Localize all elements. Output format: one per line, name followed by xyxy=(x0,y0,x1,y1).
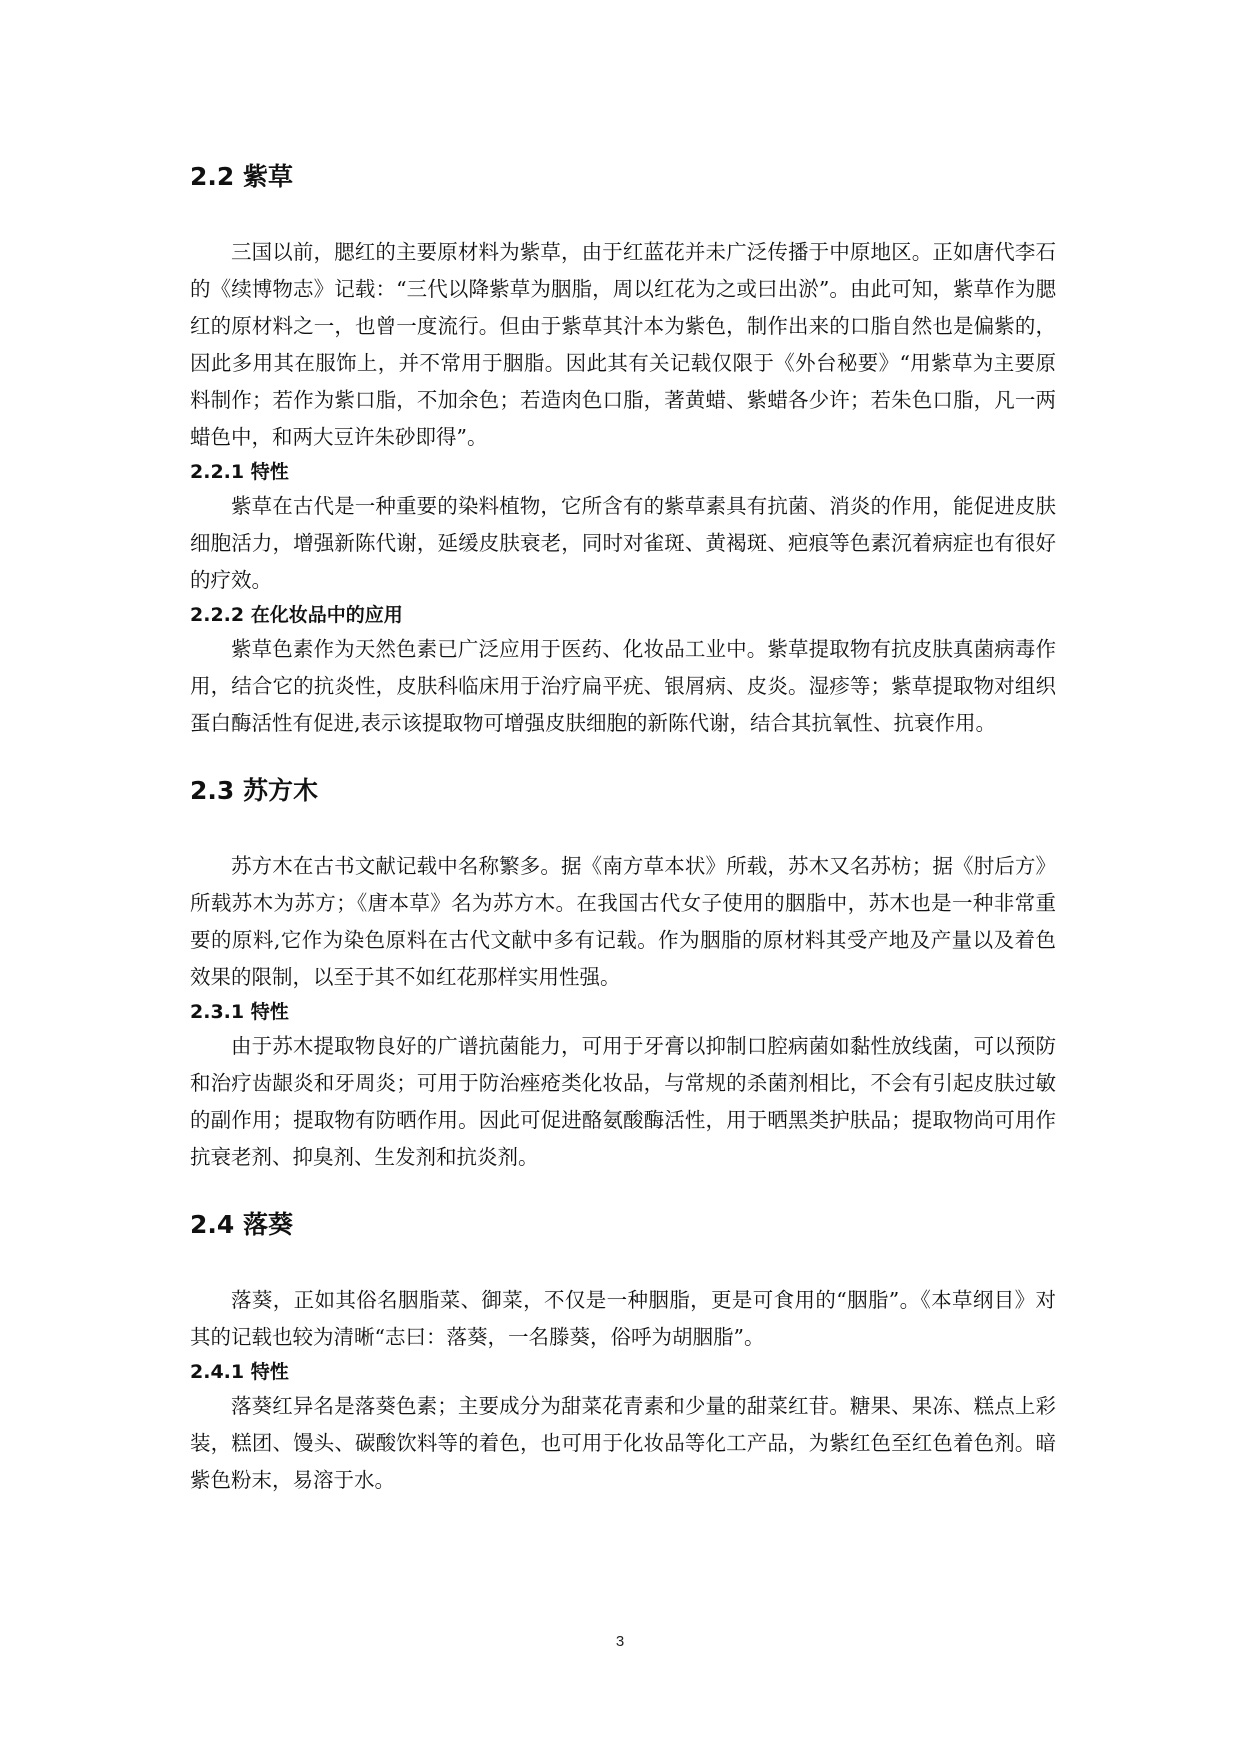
subsection-paragraph: 由于苏木提取物良好的广谱抗菌能力，可用于牙膏以抑制口腔病菌如黏性放线菌，可以预防和治疗齿龈炎和牙周炎；可用于防治痤疮类化妆品，与常规的杀菌剂相比，不会有引起皮肤过敏的副作用；提取物有防晒作用。因此可促进酪氨酸酶活性，用于晒黑类护肤品；提取物尚可用作抗衰老剂、抑臭剂、生发剂和抗炎剂。 xyxy=(190,1034,1056,1169)
section-intro-paragraph: 三国以前，腮红的主要原材料为紫草，由于红蓝花并未广泛传播于中原地区。正如唐代李石的《续博物志》记载：“三代以降紫草为胭脂，周以红花为之或曰出淤”。由此可知，紫草作为腮红的原材料之一，也曾一度流行。但由于紫草其汁本为紫色，制作出来的口脂自然也是偏紫的，因此多用其在服饰上，并不常用于胭脂。因此其有关记载仅限于《外台秘要》“用紫草为主要原料制作；若作为紫口脂，不加余色；若造肉色口脂，著黄蜡、紫蜡各少许；若朱色口脂，凡一两蜡色中，和两大豆许朱砂即得”。 xyxy=(190,240,1056,449)
subsection-paragraph: 落葵红异名是落葵色素；主要成分为甜菜花青素和少量的甜菜红苷。糖果、果冻、糕点上彩装，糕团、馒头、碳酸饮料等的着色，也可用于化妆品等化工产品，为紫红色至红色着色剂。暗紫色粉末，易溶于水。 xyxy=(190,1394,1056,1492)
section-2-4 xyxy=(190,1208,1056,1499)
section-heading: 2.2 紫草 xyxy=(190,162,293,191)
section-intro-paragraph: 苏方木在古书文献记载中名称繁多。据《南方草本状》所载，苏木又名苏枋；据《肘后方》所载苏木为苏方；《唐本草》名为苏方木。在我国古代女子使用的胭脂中，苏木也是一种非常重要的原料,它作为染色原料在古代文献中多有记载。作为胭脂的原材料其受产地及产量以及着色效果的限制，以至于其不如红花那样实用性强。 xyxy=(190,854,1056,989)
section-2-3 xyxy=(190,774,1056,1176)
subsection-paragraph: 紫草在古代是一种重要的染料植物，它所含有的紫草素具有抗菌、消炎的作用，能促进皮肤细胞活力，增强新陈代谢，延缓皮肤衰老，同时对雀斑、黄褐斑、疤痕等色素沉着病症也有很好的疗效。 xyxy=(190,494,1056,592)
subsection-heading: 2.2.1 特性 xyxy=(190,461,289,483)
section-heading: 2.4 落葵 xyxy=(190,1210,293,1239)
section-intro-paragraph: 落葵，正如其俗名胭脂菜、御菜，不仅是一种胭脂，更是可食用的“胭脂”。《本草纲目》对其的记载也较为清晰“志曰：落葵，一名滕葵，俗呼为胡胭脂”。 xyxy=(190,1288,1056,1349)
section-heading: 2.3 苏方木 xyxy=(190,776,318,805)
subsection-heading: 2.3.1 特性 xyxy=(190,1001,289,1023)
subsection-heading: 2.4.1 特性 xyxy=(190,1361,289,1383)
page-number: 3 xyxy=(615,1633,625,1650)
section-2-2 xyxy=(190,160,1056,742)
page-content xyxy=(190,160,1056,1499)
subsection-heading: 2.2.2 在化妆品中的应用 xyxy=(190,604,403,626)
subsection-paragraph: 紫草色素作为天然色素已广泛应用于医药、化妆品工业中。紫草提取物有抗皮肤真菌病毒作用，结合它的抗炎性，皮肤科临床用于治疗扁平疣、银屑病、皮炎。湿疹等；紫草提取物对组织蛋白酶活性有促进,表示该提取物可增强皮肤细胞的新陈代谢，结合其抗氧性、抗衰作用。 xyxy=(190,637,1056,735)
